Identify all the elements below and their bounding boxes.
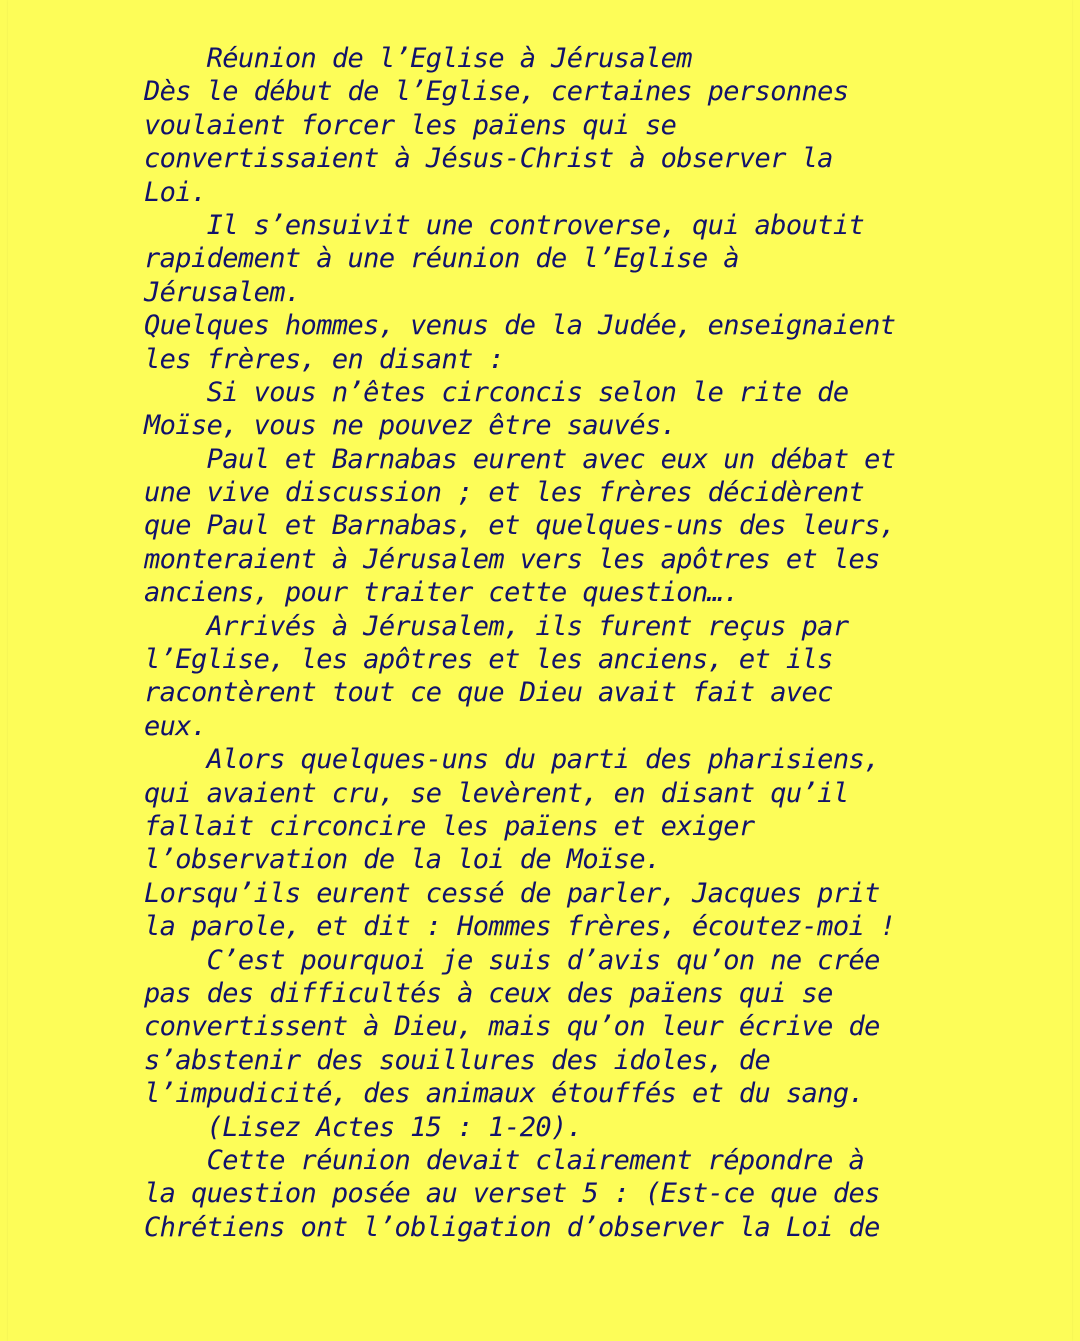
document-text xyxy=(144,42,1004,1244)
text-line: Si vous n’êtes circoncis selon le rite de xyxy=(144,376,849,408)
text-line: voulaient forcer les païens qui se xyxy=(144,109,677,141)
text-line: C’est pourquoi je suis d’avis qu’on ne crée xyxy=(144,944,880,976)
text-line: Cette réunion devait clairement répondre à xyxy=(144,1144,865,1176)
text-line: Jérusalem. xyxy=(144,276,301,308)
text-line: fallait circoncire les païens et exiger xyxy=(144,810,755,842)
text-line: eux. xyxy=(144,710,207,742)
text-line: monteraient à Jérusalem vers les apôtres et les xyxy=(144,543,880,575)
text-line: Alors quelques-uns du parti des pharisiens, xyxy=(144,744,880,776)
text-line: pas des difficultés à ceux des païens qui se xyxy=(144,977,833,1009)
text-line: Quelques hommes, venus de la Judée, enseignaient xyxy=(144,310,896,342)
text-line: l’impudicité, des animaux étouffés et du sang. xyxy=(144,1078,865,1110)
text-line: Lorsqu’ils eurent cessé de parler, Jacques prit xyxy=(144,877,880,909)
text-line: rapidement à une réunion de l’Eglise à xyxy=(144,243,739,275)
text-line: Chrétiens ont l’obligation d’observer la Loi de xyxy=(144,1211,880,1243)
text-line: Dès le début de l’Eglise, certaines personnes xyxy=(144,76,849,108)
text-line: qui avaient cru, se levèrent, en disant qu’il xyxy=(144,777,849,809)
text-line: les frères, en disant : xyxy=(144,343,505,375)
document-page xyxy=(8,0,1072,1341)
text-line: s’abstenir des souillures des idoles, de xyxy=(144,1044,771,1076)
text-line: racontèrent tout ce que Dieu avait fait avec xyxy=(144,677,833,709)
text-line: Il s’ensuivit une controverse, qui aboutit xyxy=(144,209,865,241)
text-line: convertissaient à Jésus-Christ à observer la xyxy=(144,143,833,175)
text-line: la parole, et dit : Hommes frères, écoutez-moi ! xyxy=(144,911,896,943)
text-line: Loi. xyxy=(144,176,207,208)
text-line: l’Eglise, les apôtres et les anciens, et ils xyxy=(144,644,833,676)
text-line: (Lisez Actes 15 : 1-20). xyxy=(144,1111,583,1143)
text-line-title: Réunion de l’Eglise à Jérusalem xyxy=(144,43,692,74)
text-line: anciens, pour traiter cette question…. xyxy=(144,577,739,609)
text-line: l’observation de la loi de Moïse. xyxy=(144,844,661,876)
text-line: convertissent à Dieu, mais qu’on leur écrive de xyxy=(144,1011,880,1043)
text-line: que Paul et Barnabas, et quelques-uns des leurs, xyxy=(144,510,896,542)
text-line: Arrivés à Jérusalem, ils furent reçus par xyxy=(144,610,849,642)
text-line: Paul et Barnabas eurent avec eux un débat et xyxy=(144,443,896,475)
text-line: une vive discussion ; et les frères décidèrent xyxy=(144,477,865,509)
text-line: la question posée au verset 5 : (Est-ce que des xyxy=(144,1178,880,1210)
text-line: Moïse, vous ne pouvez être sauvés. xyxy=(144,410,677,442)
